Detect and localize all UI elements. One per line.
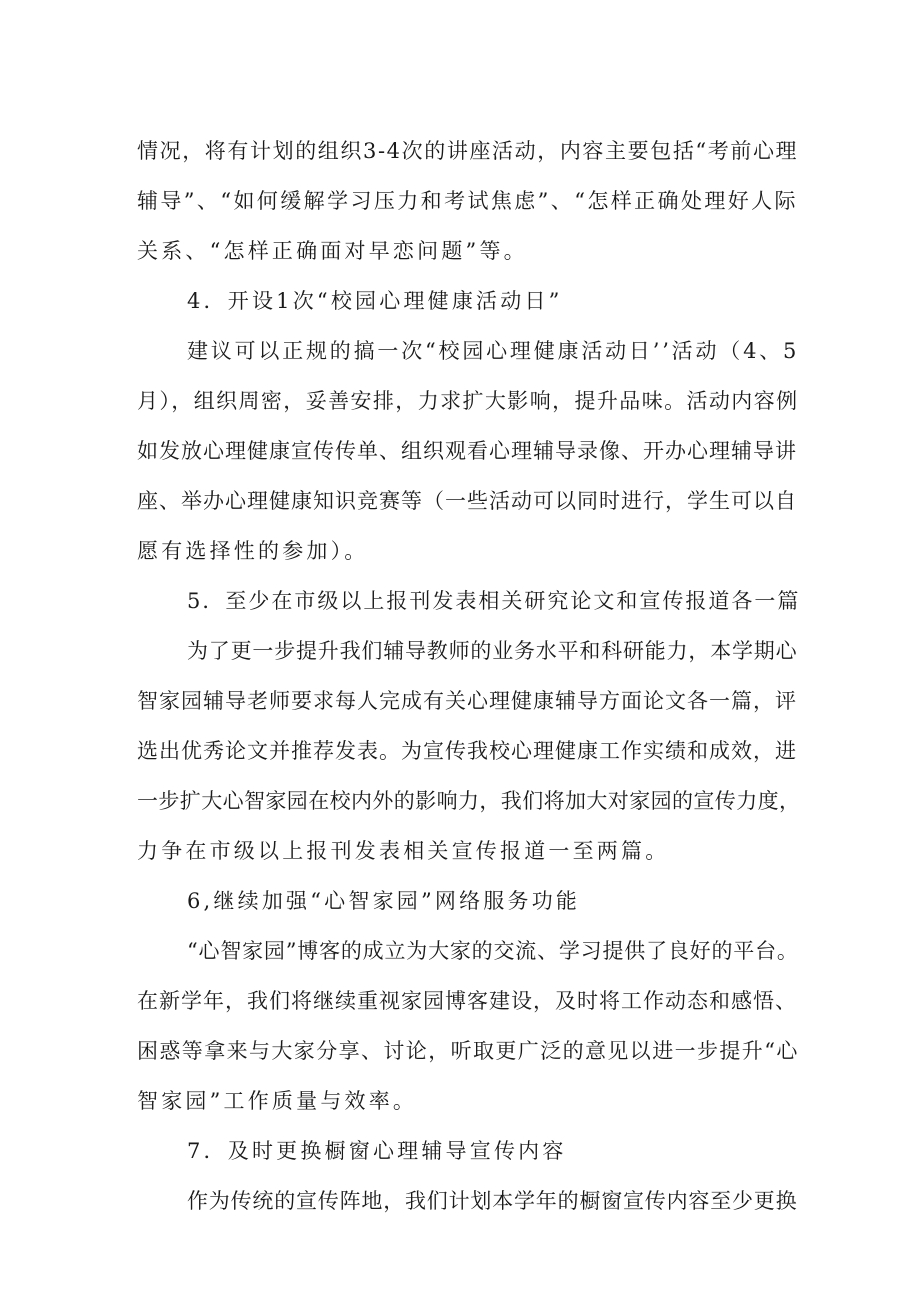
text-line: 在新学年，我们将继续重视家园博客建设，及时将工作动态和感悟、 bbox=[137, 989, 797, 1013]
section-heading: 7．及时更换橱窗心理辅导宣传内容 bbox=[187, 1139, 567, 1163]
text-line: 智家园”工作质量与效率。 bbox=[137, 1089, 418, 1113]
text-line: 辅导”、“如何缓解学习压力和考试焦虑”、“怎样正确处理好人际 bbox=[137, 189, 798, 213]
text-line: 作为传统的宣传阵地，我们计划本学年的橱窗宣传内容至少更换 bbox=[187, 1189, 798, 1213]
text-line: 选出优秀论文并推荐发表。为宣传我校心理健康工作实绩和成效，进 bbox=[137, 739, 797, 763]
text-line: 困惑等拿来与大家分享、讨论，听取更广泛的意见以进一步提升“心 bbox=[137, 1039, 799, 1063]
text-line: 愿有选择性的参加）。 bbox=[137, 539, 369, 563]
text-line: 情况，将有计划的组织3-4次的讲座活动，内容主要包括“考前心理 bbox=[137, 139, 799, 163]
text-line: 建议可以正规的搞一次“校园心理健康活动日’’活动（4、5 bbox=[187, 339, 800, 363]
text-line: 为了更一步提升我们辅导教师的业务水平和科研能力，本学期心 bbox=[187, 639, 798, 663]
text-line: 座、举办心理健康知识竞赛等（一些活动可以同时进行，学生可以自 bbox=[137, 489, 797, 513]
text-line: 如发放心理健康宣传传单、组织观看心理辅导录像、开办心理辅导讲 bbox=[137, 439, 797, 463]
text-line: 月），组织周密，妥善安排，力求扩大影响，提升品味。活动内容例 bbox=[137, 389, 799, 413]
section-heading: 6,继续加强“心智家园”网络服务功能 bbox=[187, 889, 581, 913]
text-line: 关系、“怎样正确面对早恋问题”等。 bbox=[137, 239, 528, 263]
section-heading: 5．至少在市级以上报刊发表相关研究论文和宣传报道各一篇 bbox=[187, 589, 801, 613]
text-line: 一步扩大心智家园在校内外的影响力，我们将加大对家园的宣传力度， bbox=[137, 789, 801, 813]
text-line: “心智家园”博客的成立为大家的交流、学习提供了良好的平台。 bbox=[187, 939, 799, 963]
text-line: 力争在市级以上报刊发表相关宣传报道一至两篇。 bbox=[137, 839, 670, 863]
text-line: 智家园辅导老师要求每人完成有关心理健康辅导方面论文各一篇，评 bbox=[137, 689, 797, 713]
section-heading: 4．开设1次“校园心理健康活动日” bbox=[187, 289, 563, 313]
